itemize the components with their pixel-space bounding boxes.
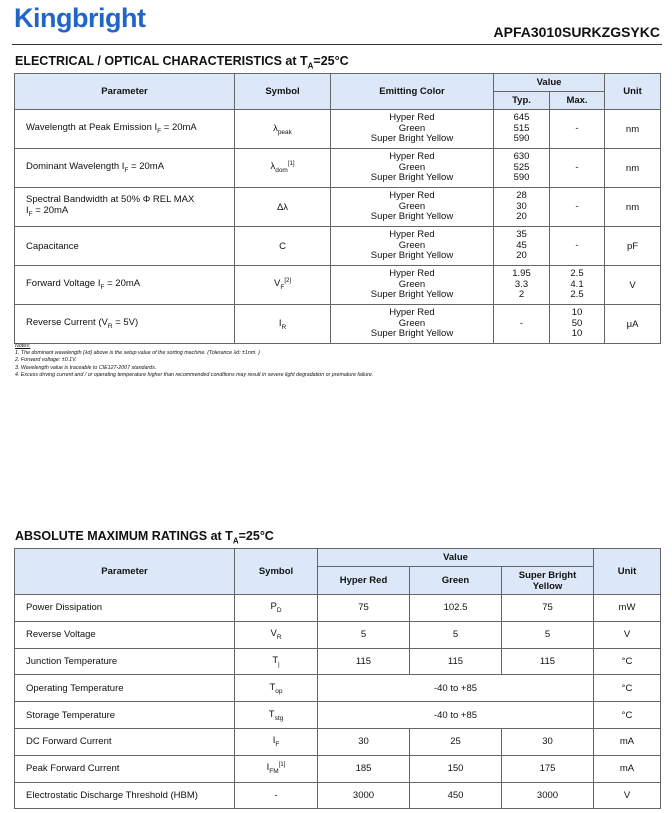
table-row <box>15 188 661 227</box>
value-cell: 115 <box>410 648 502 675</box>
symbol-subscript: stg <box>274 714 284 722</box>
unit-cell: V <box>594 621 661 648</box>
typ-value-cell <box>494 188 550 227</box>
symbol-text: λ <box>270 161 276 173</box>
typ-value: 20 <box>516 250 527 262</box>
value-cell: 5 <box>410 621 502 648</box>
parameter-line <box>26 205 234 220</box>
typ-value: 645 <box>513 112 530 124</box>
value-cell: 75 <box>502 595 594 622</box>
parameter-text: = 20mA <box>104 277 141 289</box>
table-row <box>15 621 661 648</box>
parameter-text: = 20mA <box>32 205 69 217</box>
parameter-cell: Operating Temperature <box>15 675 235 702</box>
symbol-cell <box>235 782 318 809</box>
typ-value-cell <box>494 227 550 266</box>
symbol-cell <box>235 110 331 149</box>
max-value: - <box>575 122 579 134</box>
emitting-color-cell <box>331 188 494 227</box>
value-span-cell: -40 to +85 <box>318 675 594 702</box>
unit-cell: °C <box>594 675 661 702</box>
eo-notes <box>15 343 373 379</box>
col-header-max: Max. <box>550 92 605 110</box>
parameter-cell: Electrostatic Discharge Threshold (HBM) <box>15 782 235 809</box>
symbol-subscript: R <box>276 634 282 642</box>
col-header-value: Value <box>318 549 594 567</box>
value-cell: 150 <box>410 755 502 782</box>
symbol-note-ref: [1] <box>287 161 295 168</box>
unit-cell: V <box>605 266 661 305</box>
col-header-parameter: Parameter <box>15 549 235 595</box>
parameter-line <box>26 161 234 176</box>
parameter-subscript: F <box>100 283 105 291</box>
symbol-note-ref: [2] <box>284 278 291 285</box>
eo-table-body <box>15 110 661 344</box>
color-name: Super Bright Yellow <box>370 172 454 184</box>
value-cell: 25 <box>410 728 502 755</box>
col-header-emitting-color: Emitting Color <box>331 74 494 110</box>
emitting-color-cell <box>331 305 494 344</box>
typ-value: - <box>519 317 524 329</box>
col-header-symbol: Symbol <box>235 74 331 110</box>
eo-title-tail: =25°C <box>313 54 349 68</box>
col-header-value: Value <box>494 74 605 92</box>
value-cell: 30 <box>502 728 594 755</box>
symbol-text: C <box>279 240 286 252</box>
color-name: Hyper Red <box>389 112 435 124</box>
max-value-cell <box>550 110 605 149</box>
color-name: Super Bright Yellow <box>370 133 454 145</box>
typ-value: 630 <box>513 151 530 163</box>
symbol-subscript: R <box>281 323 287 331</box>
table-row <box>15 595 661 622</box>
parameter-cell: Storage Temperature <box>15 702 235 729</box>
value-cell: 115 <box>502 648 594 675</box>
table-row <box>15 305 661 344</box>
table-row <box>15 110 661 149</box>
max-value-cell <box>550 305 605 344</box>
typ-value-cell <box>494 110 550 149</box>
table-row <box>15 755 661 782</box>
color-name: Hyper Red <box>389 229 435 241</box>
emitting-color-cell <box>331 266 494 305</box>
symbol-cell <box>235 728 318 755</box>
typ-value: 45 <box>516 239 527 251</box>
note-line: 4. Excess driving current and / or operating temperature higher than recommended conditions may result in severe light degradation or premature failure. <box>15 371 374 378</box>
max-value: - <box>575 200 579 212</box>
unit-cell: nm <box>605 110 661 149</box>
parameter-line <box>26 122 234 137</box>
unit-cell: °C <box>594 702 661 729</box>
symbol-cell <box>235 227 331 266</box>
symbol-subscript: FM <box>269 768 279 776</box>
col-header-green: Green <box>410 567 502 595</box>
amr-title-tail: =25°C <box>238 529 274 543</box>
unit-cell: nm <box>605 149 661 188</box>
color-name: Hyper Red <box>389 268 435 280</box>
value-span-cell: -40 to +85 <box>318 702 594 729</box>
value-cell: 102.5 <box>410 595 502 622</box>
note-line: 1. The dominant wavelength (λd) above is the setup value of the sorting machine. (Tolerance λd: ±1nm. ) <box>15 350 260 357</box>
symbol-text: - <box>274 789 278 801</box>
parameter-line <box>26 194 234 205</box>
parameter-text: I <box>26 205 29 217</box>
color-name: Green <box>398 200 426 212</box>
parameter-line <box>26 241 234 252</box>
parameter-subscript: F <box>157 127 162 135</box>
value-cell: 3000 <box>318 782 410 809</box>
value-cell: 115 <box>318 648 410 675</box>
unit-cell: pF <box>605 227 661 266</box>
kingbright-logo: Kingbright <box>14 3 146 33</box>
symbol-text: T <box>268 708 275 720</box>
symbol-cell <box>235 149 331 188</box>
typ-value: 1.95 <box>512 268 531 280</box>
color-name: Super Bright Yellow <box>370 250 454 262</box>
parameter-cell <box>15 149 235 188</box>
typ-value-cell <box>494 305 550 344</box>
parameter-text: Dominant Wavelength I <box>26 160 125 172</box>
parameter-text: = 20mA <box>161 121 197 133</box>
table-row <box>15 782 661 809</box>
amr-table-body <box>15 595 661 809</box>
color-name: Super Bright Yellow <box>370 211 454 223</box>
symbol-text: V <box>274 278 281 290</box>
typ-value: 525 <box>513 161 530 173</box>
parameter-text: Wavelength at Peak Emission I <box>26 121 158 133</box>
color-name: Hyper Red <box>389 307 435 319</box>
color-name: Super Bright Yellow <box>370 328 454 340</box>
col-header-symbol: Symbol <box>235 549 318 595</box>
typ-value: 20 <box>516 211 527 223</box>
color-name: Hyper Red <box>389 151 435 163</box>
unit-cell: nm <box>605 188 661 227</box>
typ-value-cell <box>494 149 550 188</box>
unit-cell: mA <box>594 755 661 782</box>
color-name: Green <box>398 161 426 173</box>
max-value: 10 <box>571 328 583 340</box>
parameter-cell <box>15 227 235 266</box>
symbol-cell <box>235 648 318 675</box>
max-value: 4.1 <box>570 278 584 290</box>
typ-value: 35 <box>516 229 527 241</box>
parameter-cell: Junction Temperature <box>15 648 235 675</box>
parameter-cell <box>15 266 235 305</box>
table-row <box>15 728 661 755</box>
parameter-cell <box>15 305 235 344</box>
typ-value: 590 <box>513 133 530 145</box>
table-row <box>15 149 661 188</box>
emitting-color-cell <box>331 227 494 266</box>
amr-section-title <box>15 529 274 546</box>
symbol-text: Δλ <box>276 201 289 213</box>
symbol-text: T <box>272 655 279 667</box>
max-value-cell <box>550 266 605 305</box>
table-row <box>15 702 661 729</box>
max-value: - <box>575 161 579 173</box>
max-value-cell <box>550 227 605 266</box>
typ-value: 30 <box>516 200 527 212</box>
symbol-note-ref: [1] <box>278 762 286 769</box>
note-line: 2. Forward voltage: ±0.1V. <box>15 357 77 364</box>
symbol-subscript: j <box>278 660 280 668</box>
unit-cell: °C <box>594 648 661 675</box>
parameter-text: Forward Voltage I <box>26 277 101 289</box>
parameter-subscript: F <box>124 166 129 174</box>
table-row <box>15 648 661 675</box>
table-row <box>15 227 661 266</box>
parameter-line <box>26 278 234 293</box>
value-cell: 5 <box>502 621 594 648</box>
unit-cell: mW <box>594 595 661 622</box>
symbol-cell <box>235 702 318 729</box>
symbol-subscript: F <box>280 284 285 292</box>
symbol-cell <box>235 188 331 227</box>
parameter-cell: Peak Forward Current <box>15 755 235 782</box>
eo-title-sub: A <box>307 61 314 71</box>
symbol-subscript: dom <box>275 167 288 175</box>
symbol-cell <box>235 595 318 622</box>
value-cell: 450 <box>410 782 502 809</box>
color-name: Green <box>398 278 426 290</box>
header-line: Super Bright <box>518 569 577 581</box>
max-value: 2.5 <box>570 268 584 280</box>
color-name: Hyper Red <box>389 190 435 202</box>
parameter-text: = 5V) <box>112 316 139 328</box>
symbol-subscript: peak <box>277 128 292 136</box>
header-divider <box>12 44 662 45</box>
symbol-cell <box>235 675 318 702</box>
emitting-color-cell <box>331 110 494 149</box>
typ-value: 515 <box>513 122 530 134</box>
symbol-text: I <box>272 735 276 747</box>
emitting-color-cell <box>331 149 494 188</box>
table-row <box>15 266 661 305</box>
color-name: Green <box>398 317 426 329</box>
parameter-cell <box>15 110 235 149</box>
typ-value: 28 <box>516 190 527 202</box>
symbol-text: I <box>266 762 270 774</box>
value-cell: 5 <box>318 621 410 648</box>
col-header-super-bright-yellow <box>502 567 594 595</box>
parameter-subscript: R <box>107 322 113 330</box>
parameter-text: Spectral Bandwidth at 50% Φ REL MAX <box>26 194 195 206</box>
color-name: Super Bright Yellow <box>370 289 454 301</box>
color-name: Green <box>398 239 426 251</box>
max-value: - <box>575 239 579 251</box>
typ-value: 3.3 <box>514 278 529 290</box>
symbol-cell <box>235 305 331 344</box>
eo-title-text: ELECTRICAL / OPTICAL CHARACTERISTICS at T <box>15 54 308 68</box>
amr-ratings-table <box>14 548 661 809</box>
typ-value: 590 <box>513 172 530 184</box>
symbol-subscript: F <box>275 741 280 749</box>
value-cell: 185 <box>318 755 410 782</box>
symbol-cell <box>235 266 331 305</box>
parameter-cell: DC Forward Current <box>15 728 235 755</box>
eo-section-title <box>15 54 349 71</box>
typ-value-cell <box>494 266 550 305</box>
parameter-text: Capacitance <box>26 240 79 252</box>
parameter-cell: Power Dissipation <box>15 595 235 622</box>
symbol-subscript: D <box>276 607 282 615</box>
parameter-line <box>26 317 234 332</box>
value-cell: 30 <box>318 728 410 755</box>
value-cell: 3000 <box>502 782 594 809</box>
parameter-cell: Reverse Voltage <box>15 621 235 648</box>
col-header-typ: Typ. <box>494 92 550 110</box>
symbol-subscript: op <box>275 687 283 695</box>
value-cell: 175 <box>502 755 594 782</box>
max-value: 2.5 <box>570 289 584 301</box>
unit-cell: V <box>594 782 661 809</box>
parameter-text: = 20mA <box>128 160 165 172</box>
amr-title-text: ABSOLUTE MAXIMUM RATINGS at T <box>15 529 233 543</box>
max-value: 10 <box>571 307 583 319</box>
color-name: Green <box>398 122 426 134</box>
max-value-cell <box>550 149 605 188</box>
typ-value: 2 <box>518 289 525 301</box>
parameter-subscript: F <box>28 210 33 218</box>
note-line: 3. Wavelength value is traceable to CIE127-2007 standards. <box>15 364 157 371</box>
table-row <box>15 675 661 702</box>
col-header-unit: Unit <box>605 74 661 110</box>
part-number: APFA3010SURKZGSYKC <box>493 24 660 40</box>
symbol-text: V <box>270 628 277 640</box>
symbol-cell <box>235 755 318 782</box>
unit-cell: mA <box>594 728 661 755</box>
symbol-text: λ <box>273 122 278 134</box>
col-header-hyper-red: Hyper Red <box>318 567 410 595</box>
eo-characteristics-table <box>14 73 661 344</box>
max-value-cell <box>550 188 605 227</box>
value-cell: 75 <box>318 595 410 622</box>
header-line: Yellow <box>532 580 563 592</box>
max-value: 50 <box>571 317 583 329</box>
unit-cell: μA <box>605 305 661 344</box>
parameter-cell <box>15 188 235 227</box>
symbol-text: P <box>270 601 277 613</box>
col-header-unit: Unit <box>594 549 661 595</box>
notes-heading: Notes: <box>15 343 31 349</box>
symbol-text: I <box>278 317 282 329</box>
col-header-parameter: Parameter <box>15 74 235 110</box>
symbol-text: T <box>269 681 276 693</box>
amr-title-sub: A <box>232 536 239 546</box>
parameter-text: Reverse Current (V <box>26 316 108 328</box>
symbol-cell <box>235 621 318 648</box>
